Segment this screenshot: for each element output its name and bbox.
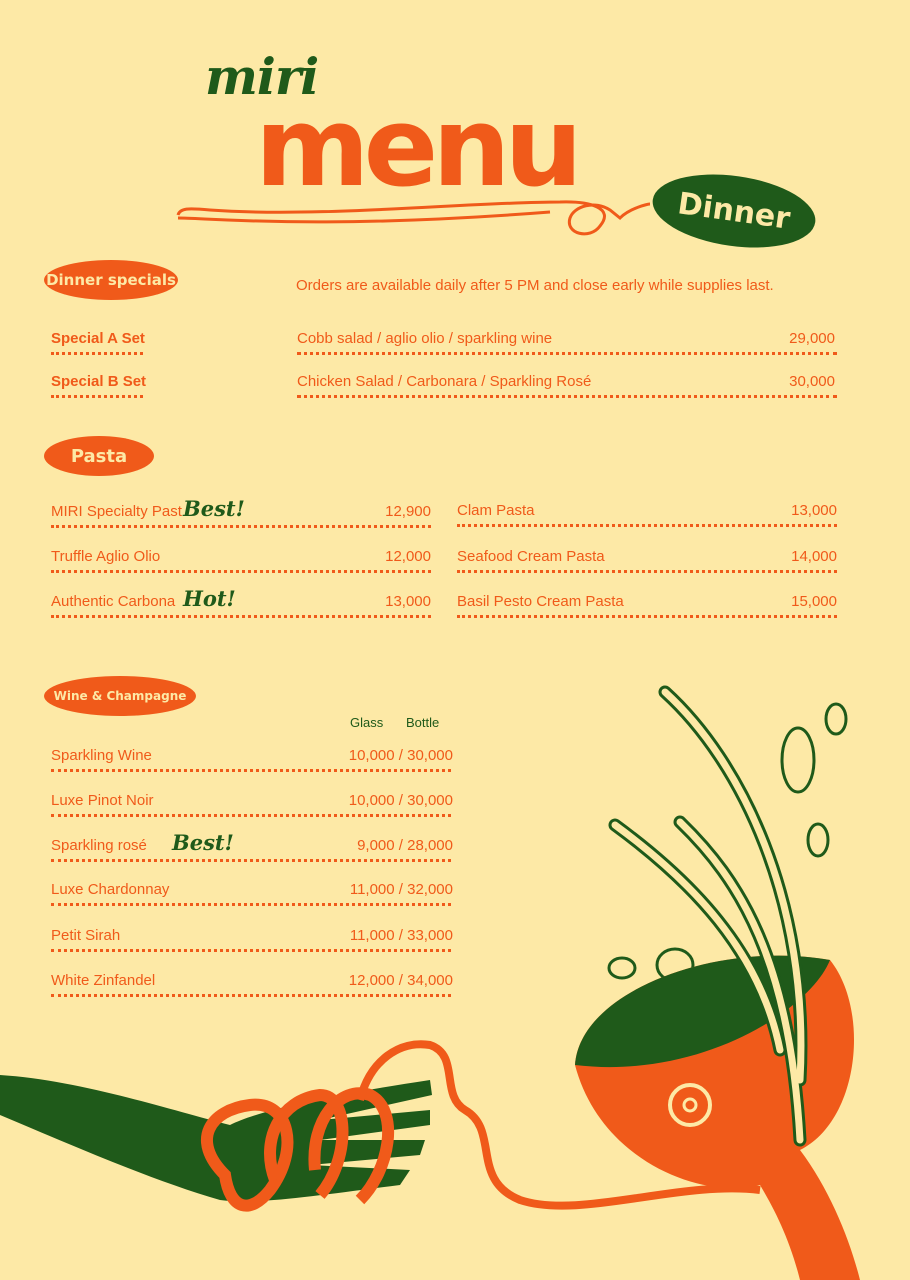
item-description: Chicken Salad / Carbonara / Sparkling Rosé <box>297 373 592 390</box>
item-name: Special A Set <box>51 330 145 347</box>
item-price: 15,000 <box>791 593 837 610</box>
specials-heading-label: Dinner specials <box>46 271 176 289</box>
item-price: 12,900 <box>385 503 431 520</box>
item-name: MIRI Specialty Past <box>51 503 182 520</box>
divider <box>51 395 143 398</box>
dinner-badge-label: Dinner <box>675 185 793 237</box>
item-price: 12,000 / 34,000 <box>348 972 453 989</box>
divider <box>51 615 431 618</box>
item-name: Luxe Pinot Noir <box>51 792 154 809</box>
column-header-glass: Glass <box>350 715 384 730</box>
item-price: 11,000 / 33,000 <box>349 927 453 944</box>
divider <box>51 525 431 528</box>
noodle-squiggle-illustration <box>170 188 650 248</box>
specials-note: Orders are available daily after 5 PM and close early while supplies last. <box>296 277 774 294</box>
divider <box>51 352 143 355</box>
wine-heading-label: Wine & Champagne <box>53 689 187 703</box>
divider <box>297 352 837 355</box>
item-price: 13,000 <box>791 502 837 519</box>
item-price: 9,000 / 28,000 <box>357 837 453 854</box>
item-price: 10,000 / 30,000 <box>348 792 453 809</box>
item-price: 12,000 <box>385 548 431 565</box>
list-item <box>51 373 835 395</box>
divider <box>51 570 431 573</box>
item-name: Clam Pasta <box>457 502 535 519</box>
list-item <box>51 548 431 570</box>
item-name: Sparkling rosé <box>51 837 147 854</box>
item-name: Petit Sirah <box>51 927 121 944</box>
item-name: Sparkling Wine <box>51 747 152 764</box>
item-description: Cobb salad / aglio olio / sparkling wine <box>297 330 553 347</box>
column-header-bottle: Bottle <box>406 715 440 730</box>
pasta-illustration <box>0 660 910 1280</box>
hot-tag: Hot! <box>183 586 236 611</box>
item-price: 13,000 <box>385 593 431 610</box>
divider <box>297 395 837 398</box>
divider <box>457 570 837 573</box>
list-item <box>457 593 837 615</box>
list-item <box>51 593 431 615</box>
list-item <box>457 548 837 570</box>
brand-name: miri <box>205 47 319 106</box>
item-name: White Zinfandel <box>51 972 156 989</box>
item-price: 11,000 / 32,000 <box>349 881 453 898</box>
pasta-heading-label: Pasta <box>70 445 128 467</box>
item-name: Authentic Carbona <box>51 593 176 610</box>
page-title: menu <box>255 83 577 211</box>
pasta-heading <box>44 436 154 476</box>
item-price: 14,000 <box>791 548 837 565</box>
best-tag: Best! <box>183 496 245 521</box>
item-price: 30,000 <box>789 373 835 390</box>
list-item <box>457 502 837 524</box>
pasta-bowl-illustration <box>575 956 860 1280</box>
item-price: 10,000 / 30,000 <box>348 747 453 764</box>
best-tag: Best! <box>172 830 234 855</box>
item-name: Truffle Aglio Olio <box>51 548 161 565</box>
list-item <box>51 330 835 352</box>
item-name: Special B Set <box>51 373 147 390</box>
item-name: Seafood Cream Pasta <box>457 548 605 565</box>
divider <box>457 615 837 618</box>
specials-heading <box>44 260 178 300</box>
item-price: 29,000 <box>789 330 835 347</box>
dinner-badge <box>648 165 820 257</box>
divider <box>457 524 837 527</box>
item-name: Luxe Chardonnay <box>51 881 170 898</box>
item-name: Basil Pesto Cream Pasta <box>457 593 624 610</box>
